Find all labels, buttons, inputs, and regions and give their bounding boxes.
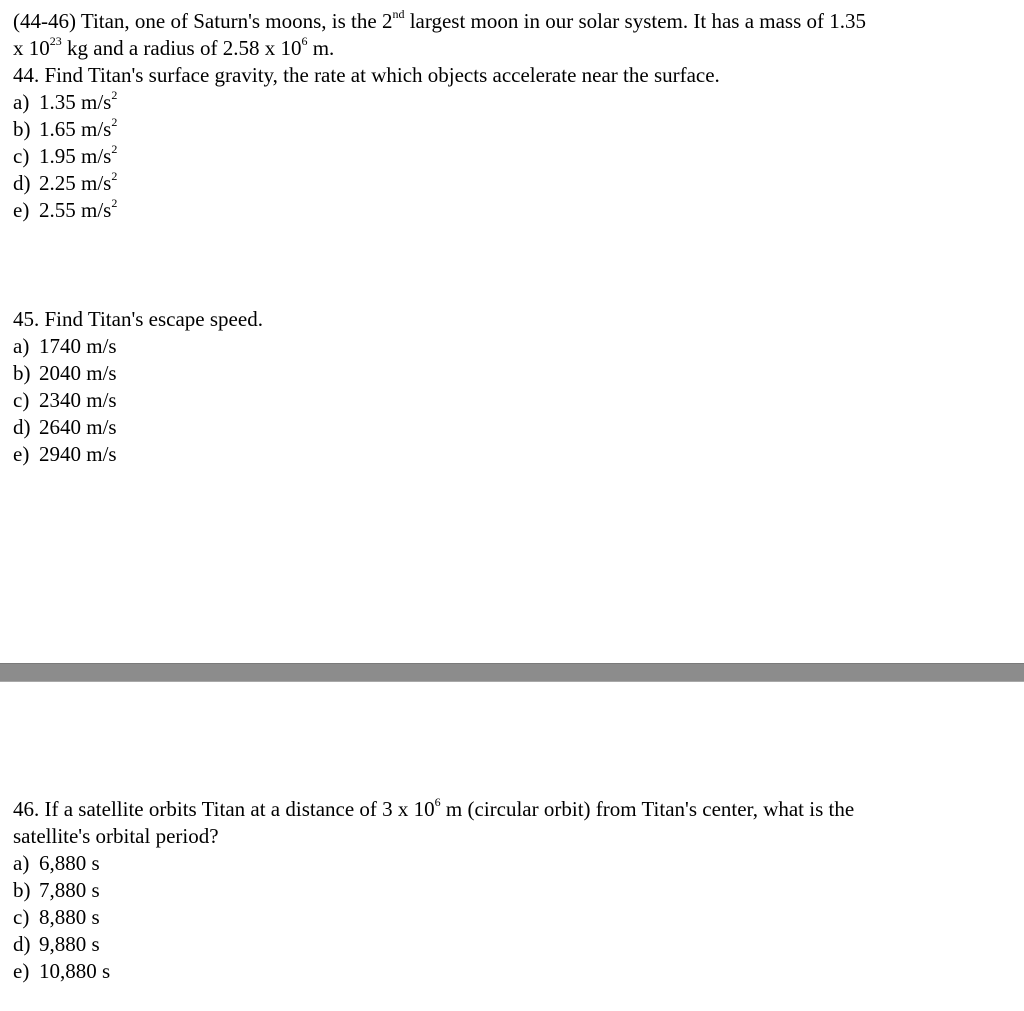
question-44 xyxy=(13,62,1013,224)
q44-option-d: d) 2.25 $m/s^2$ xyxy=(13,169,118,195)
page-break-divider xyxy=(0,663,1024,682)
q44-option-a: a) 1.35 $m/s^2$ xyxy=(13,88,118,114)
question-45-text: 45. Find Titan's escape speed. xyxy=(13,307,263,331)
intro-paragraph xyxy=(13,8,1013,62)
q46-option-b: b) 7,880 s xyxy=(13,878,100,902)
q45-option-a: a) 1740 m/s xyxy=(13,334,117,358)
q46-option-c: c) 8,880 s xyxy=(13,905,100,929)
q45-option-d: d) 2640 m/s xyxy=(13,415,117,439)
q46-option-e: e) 10,880 s xyxy=(13,959,111,983)
q45-option-b: b) 2040 m/s xyxy=(13,361,117,385)
intro-line-2: x $10^{23}$ kg and a radius of 2.58 x $10^6$ m. xyxy=(13,34,335,60)
q45-option-e: e) 2940 m/s xyxy=(13,442,117,466)
q44-option-c: c) 1.95 $m/s^2$ xyxy=(13,142,118,168)
q45-option-c: c) 2340 m/s xyxy=(13,388,117,412)
question-46-text-line-2: satellite's orbital period? xyxy=(13,824,219,848)
q46-option-a: a) 6,880 s xyxy=(13,851,100,875)
question-46-text-line-1: 46. If a satellite orbits Titan at a distance of 3 x $10^6$ m (circular orbit) from Titan's center, what is the xyxy=(13,795,855,821)
intro-line-1: (44-46) Titan, one of Saturn's moons, is the 2nd largest moon in our solar system. It has a mass of 1.35 xyxy=(13,7,867,33)
question-46 xyxy=(13,796,1013,985)
q44-option-b: b) 1.65 $m/s^2$ xyxy=(13,115,118,141)
q46-option-d: d) 9,880 s xyxy=(13,932,100,956)
q44-option-e: e) 2.55 $m/s^2$ xyxy=(13,196,118,222)
question-44-text: 44. Find Titan's surface gravity, the rate at which objects accelerate near the surface. xyxy=(13,63,720,87)
question-45 xyxy=(13,306,1013,468)
